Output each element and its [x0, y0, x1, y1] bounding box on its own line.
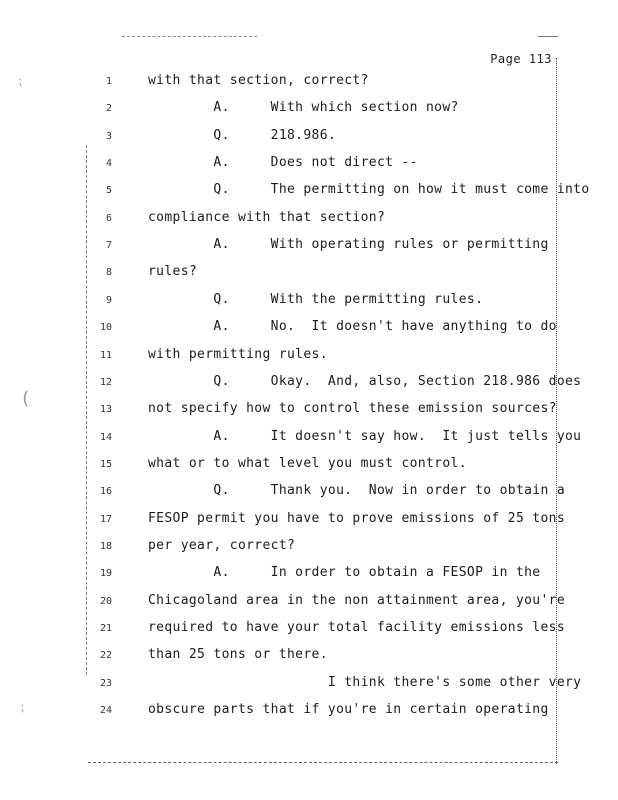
transcript-line	[0, 319, 618, 339]
line-number: 23	[99, 677, 112, 689]
line-text: rules?	[148, 264, 198, 280]
line-text: Q. With the permitting rules.	[148, 291, 484, 307]
line-text: per year, correct?	[148, 537, 296, 553]
line-number: 3	[105, 130, 112, 142]
transcript-line	[0, 429, 618, 449]
line-number: 22	[99, 650, 112, 662]
transcript-line	[0, 292, 618, 312]
transcript-line	[0, 128, 618, 148]
line-text: Chicagoland area in the non attainment area, you're	[148, 592, 566, 608]
line-number: 19	[99, 568, 112, 580]
line-text: A. It doesn't say how. It just tells you	[148, 428, 582, 444]
line-text: A. With operating rules or permitting	[148, 237, 549, 253]
line-number: 17	[99, 513, 112, 525]
line-number: 13	[99, 404, 112, 416]
line-number: 11	[99, 349, 112, 361]
header-scribble	[122, 36, 257, 39]
margin-blot: ⁏	[20, 700, 25, 714]
line-text: Q. Thank you. Now in order to obtain a	[148, 483, 566, 499]
transcript-line	[0, 401, 618, 421]
bottom-rule	[88, 762, 558, 763]
transcript-line	[0, 593, 618, 613]
line-number: 24	[99, 705, 112, 717]
line-text: Q. The permitting on how it must come into	[148, 182, 590, 198]
line-text: A. In order to obtain a FESOP in the	[148, 565, 541, 581]
line-number: 6	[105, 212, 112, 224]
line-text: not specify how to control these emission sources?	[148, 401, 557, 417]
transcript-line	[0, 565, 618, 585]
line-text: Q. 218.986.	[148, 127, 337, 143]
line-text: A. With which section now?	[148, 100, 459, 116]
line-number: 20	[99, 595, 112, 607]
transcript-line	[0, 182, 618, 202]
line-number: 10	[99, 322, 112, 334]
transcript-line	[0, 155, 618, 175]
transcript-line	[0, 73, 618, 93]
line-text: Q. Okay. And, also, Section 218.986 does	[148, 373, 582, 389]
line-text: FESOP permit you have to prove emissions of 25 tons	[148, 510, 566, 526]
header-mark	[538, 36, 558, 37]
line-number: 7	[105, 240, 112, 252]
transcript-line	[0, 264, 618, 284]
line-number: 16	[99, 486, 112, 498]
transcript-line	[0, 702, 618, 722]
transcript-line	[0, 210, 618, 230]
line-number: 15	[99, 458, 112, 470]
transcript-line	[0, 374, 618, 394]
line-text: A. Does not direct --	[148, 155, 418, 171]
line-number: 18	[99, 540, 112, 552]
line-number: 9	[105, 294, 112, 306]
transcript-line	[0, 237, 618, 257]
line-number: 12	[99, 376, 112, 388]
line-text: A. No. It doesn't have anything to do	[148, 319, 557, 335]
line-number: 8	[105, 267, 112, 279]
transcript-line	[0, 620, 618, 640]
line-text: with permitting rules.	[148, 346, 328, 362]
transcript-line	[0, 483, 618, 503]
margin-blot: ⁏	[18, 74, 23, 88]
transcript-line	[0, 511, 618, 531]
line-text: compliance with that section?	[148, 209, 386, 225]
line-text: required to have your total facility emissions less	[148, 620, 566, 635]
line-text: what or to what level you must control.	[148, 455, 467, 471]
line-number: 21	[99, 623, 112, 634]
line-text: I think there's some other very	[148, 674, 582, 690]
margin-blot: (	[20, 388, 31, 409]
line-text: than 25 tons or there.	[148, 647, 328, 663]
line-number: 14	[99, 431, 112, 443]
transcript-line	[0, 647, 618, 667]
page-number: Page 113	[490, 52, 552, 66]
transcript-line	[0, 538, 618, 558]
line-number: 1	[105, 76, 112, 87]
transcript-line	[0, 100, 618, 120]
line-number: 4	[105, 158, 112, 170]
line-number: 5	[105, 185, 112, 197]
line-text: obscure parts that if you're in certain operating	[148, 702, 549, 718]
line-number: 2	[105, 103, 112, 115]
line-text: with that section, correct?	[148, 73, 369, 88]
transcript-line	[0, 675, 618, 695]
transcript-line	[0, 347, 618, 367]
transcript-line	[0, 456, 618, 476]
